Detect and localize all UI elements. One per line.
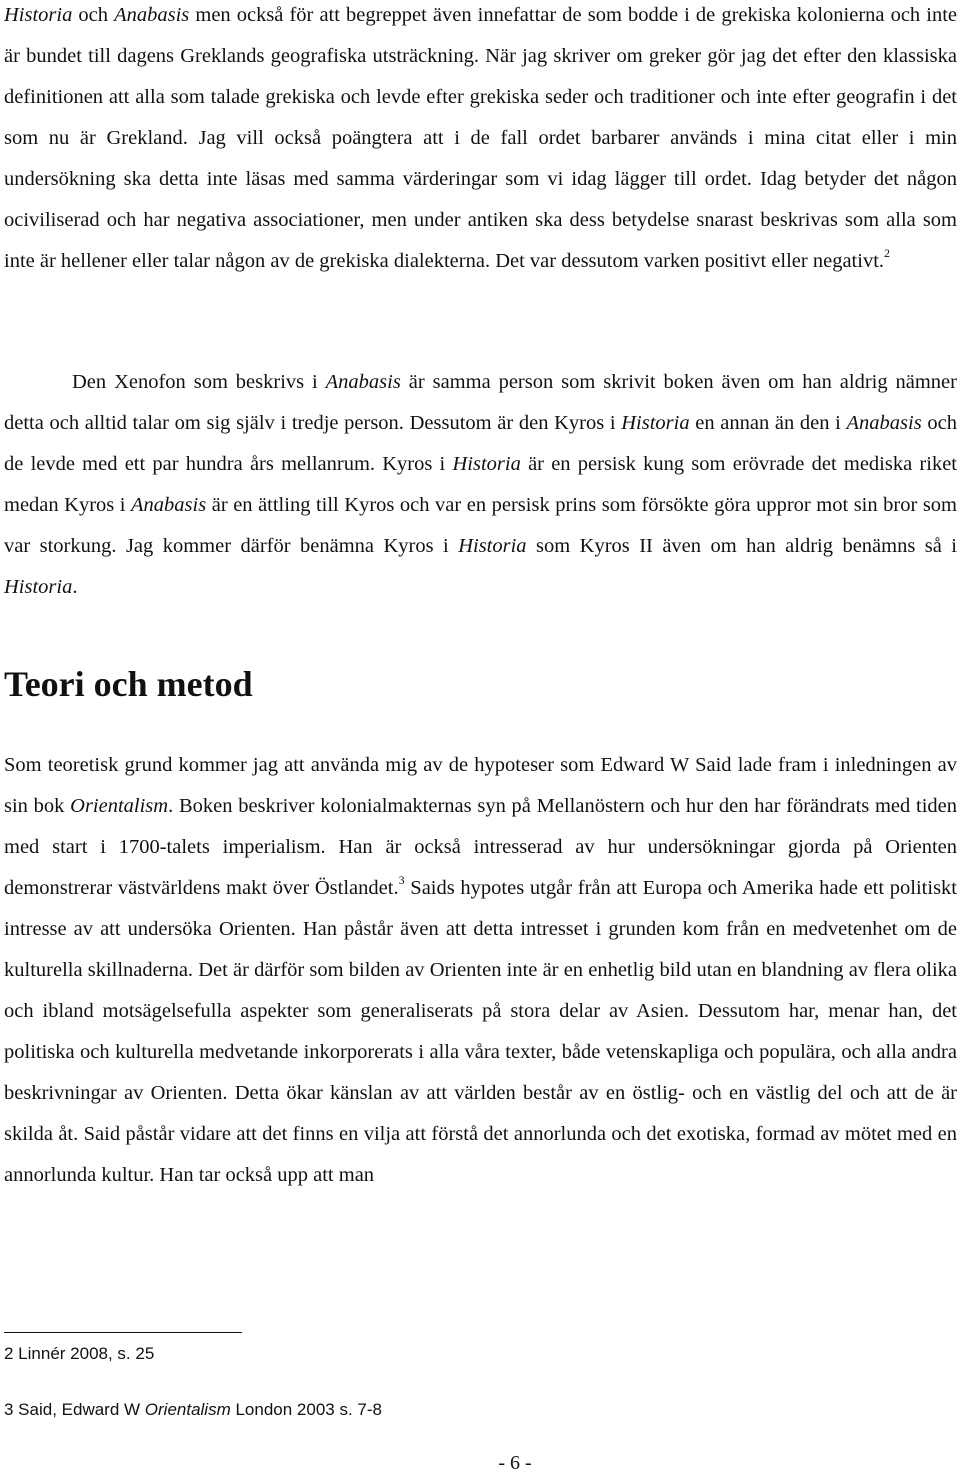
italic-title: Historia xyxy=(4,576,73,598)
paragraph-xenofon-kyros: Den Xenofon som beskrivs i Anabasis är samma person som skrivit boken även om han aldrig nämner detta och alltid talar om sig själv i tredje person. Dessutom är den Kyros i Historia en annan än den i Anabasis och de levde med ett par hundra års mellanrum. Kyros i Historia är en persisk kung som erövrade det mediska riket medan Kyros i Anabasis är en ättling till Kyros och var en persisk prins som försökte göra uppror mot sin bror som var storkung. Jag kommer därför benämna Kyros i Historia som Kyros II även om han aldrig benämns så i Historia. xyxy=(4,371,957,598)
italic-title: Anabasis xyxy=(846,412,922,434)
italic-title: Historia xyxy=(458,535,527,557)
page-number: - 6 - xyxy=(498,1452,532,1474)
footnote-3: 3 Said, Edward W Orientalism London 2003 s. 7-8 xyxy=(4,1400,382,1419)
italic-title: Orientalism xyxy=(70,795,169,817)
italic-title: Orientalism xyxy=(144,1400,231,1419)
paragraph-greeks-definition: Historia och Anabasis men också för att begreppet även innefattar de som bodde i de grekiska kolonierna och inte är bundet till dagens Greklands geografiska utsträckning. När jag skriver om greker gör jag det efter den klassiska definitionen att alla som talade grekiska och levde efter grekiska seder och traditioner och inte efter geografin i det som nu är Grekland. Jag vill också poängtera att i de fall ordet barbarer används i mina citat eller i min undersökning ska detta inte läsas med samma värderingar som vi idag lägger till ordet. Idag betyder det någon ociviliserad och har negativa associationer, men under antiken ska dess betydelse snarast beskrivas som alla som inte är hellener eller talar någon av de grekiska dialekterna. Det var dessutom varken positivt eller negativt.$^2$ xyxy=(4,4,957,272)
italic-title: Anabasis xyxy=(131,494,207,516)
italic-title: Historia xyxy=(4,4,73,26)
footnote-separator xyxy=(4,1332,242,1333)
section-heading: Teori och metod xyxy=(4,664,253,704)
footnote-2: 2 Linnér 2008, s. 25 xyxy=(4,1344,155,1363)
italic-title: Anabasis xyxy=(325,371,401,393)
paragraph-theory-said: Som teoretisk grund kommer jag att använda mig av de hypoteser som Edward W Said lade fram i inledningen av sin bok Orientalism. Boken beskriver kolonialmakternas syn på Mellanöstern och hur den har förändrats med tiden med start i 1700-talets imperialism. Han är också intresserad av hur undersökningar gjorda på Orienten demonstrerar västvärldens makt över Östlandet.$^3$ Saids hypotes utgår från att Europa och Amerika hade ett politiskt intresse av att undersöka Orienten. Han påstår även att detta intresset i grunden kom från en medvetenhet om de kulturella skillnaderna. Det är därför som bilden av Orienten inte är en enhetlig bild utan en blandning av flera olika och ibland motsägelsefulla aspekter som generaliserats på stora delar av Asien. Dessutom har, menar han, det politiska och kulturella medvetande inkorporerats i alla våra texter, både vetenskapliga och populära, och alla andra beskrivningar av Orienten. Detta ökar känslan av att världen består av en östlig- och en västlig del och att de är skilda åt. Said påstår vidare att det finns en vilja att förstå det annorlunda och det exotiska, formad av mötet med en annorlunda kultur. Han tar också upp att man xyxy=(4,754,957,1186)
italic-title: Historia xyxy=(621,412,690,434)
footnote-ref: 2 xyxy=(884,246,891,261)
italic-title: Historia xyxy=(452,453,521,475)
italic-title: Anabasis xyxy=(114,4,190,26)
footnote-ref: 3 xyxy=(398,873,405,888)
